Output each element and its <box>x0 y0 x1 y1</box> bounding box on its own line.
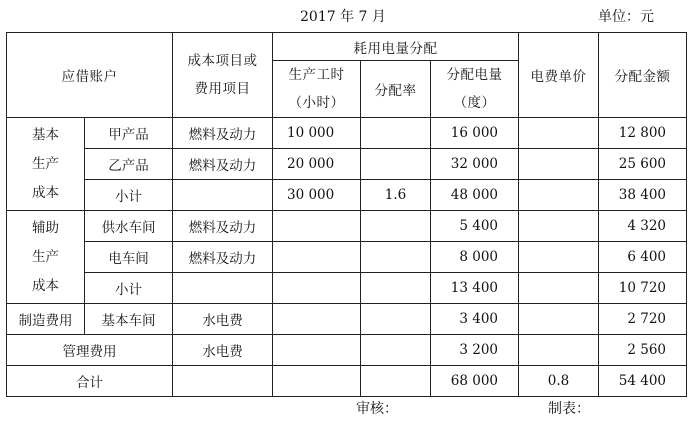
total-label: 合计 <box>7 366 173 397</box>
table-row <box>7 304 687 335</box>
unit-price <box>519 211 599 242</box>
table-row <box>7 335 687 366</box>
labor-hours <box>273 304 361 335</box>
table-row <box>7 118 687 149</box>
group-auxiliary-production: 辅助 生产 成本 <box>7 211 85 304</box>
table-row <box>7 273 687 304</box>
cost-item: 水电费 <box>173 335 273 366</box>
table-row <box>7 211 687 242</box>
sub-account: 基本车间 <box>85 304 173 335</box>
labor-hours: 10 000 <box>273 118 361 149</box>
col-kwh-line1: 分配电量 <box>446 67 503 83</box>
unit-price <box>519 242 599 273</box>
sub-account: 小计 <box>85 180 173 211</box>
electricity-allocation-table <box>6 32 687 397</box>
sub-account: 小计 <box>85 273 173 304</box>
kwh: 68 000 <box>431 366 519 397</box>
unit-price <box>519 149 599 180</box>
unit-price <box>519 273 599 304</box>
cost-item: 燃料及动力 <box>173 118 273 149</box>
cost-item <box>173 273 273 304</box>
unit-price <box>519 335 599 366</box>
amount: 38 400 <box>599 180 687 211</box>
kwh: 3 200 <box>431 335 519 366</box>
unit-price <box>519 304 599 335</box>
table-row <box>7 242 687 273</box>
col-labor-hours <box>273 61 361 118</box>
kwh: 3 400 <box>431 304 519 335</box>
sub-account: 供水车间 <box>85 211 173 242</box>
cost-item <box>173 180 273 211</box>
group-basic-production: 基本 生产 成本 <box>7 118 85 211</box>
amount: 6 400 <box>599 242 687 273</box>
sub-account: 乙产品 <box>85 149 173 180</box>
kwh: 13 400 <box>431 273 519 304</box>
amount: 2 560 <box>599 335 687 366</box>
table-row <box>7 149 687 180</box>
cost-item: 燃料及动力 <box>173 149 273 180</box>
rate <box>361 242 431 273</box>
amount: 54 400 <box>599 366 687 397</box>
rate <box>361 304 431 335</box>
labor-hours <box>273 211 361 242</box>
col-cost-item-line1: 成本项目或 <box>187 53 258 69</box>
unit-price: 0.8 <box>519 366 599 397</box>
kwh: 48 000 <box>431 180 519 211</box>
cost-item <box>173 366 273 397</box>
labor-hours <box>273 273 361 304</box>
col-labor-hours-line2: （小时） <box>288 95 345 111</box>
table-row <box>7 180 687 211</box>
audit-label: 审核： <box>356 401 398 417</box>
maker-label: 制表： <box>548 401 590 417</box>
rate <box>361 366 431 397</box>
col-amount: 分配金额 <box>599 33 687 118</box>
labor-hours: 20 000 <box>273 149 361 180</box>
sub-account: 甲产品 <box>85 118 173 149</box>
kwh: 32 000 <box>431 149 519 180</box>
labor-hours <box>273 366 361 397</box>
col-allocation-group: 耗用电量分配 <box>273 33 519 61</box>
rate <box>361 211 431 242</box>
amount: 4 320 <box>599 211 687 242</box>
col-cost-item <box>173 33 273 118</box>
rate <box>361 149 431 180</box>
unit-price <box>519 180 599 211</box>
labor-hours: 30 000 <box>273 180 361 211</box>
col-rate: 分配率 <box>361 61 431 118</box>
col-account: 应借账户 <box>7 33 173 118</box>
col-kwh <box>431 61 519 118</box>
labor-hours <box>273 242 361 273</box>
rate <box>361 118 431 149</box>
col-kwh-line2: （度） <box>453 95 496 111</box>
amount: 2 720 <box>599 304 687 335</box>
col-unit-price: 电费单价 <box>519 33 599 118</box>
report-date: 2017 年 7 月 <box>300 9 386 25</box>
kwh: 5 400 <box>431 211 519 242</box>
unit-price <box>519 118 599 149</box>
amount: 12 800 <box>599 118 687 149</box>
account-admin-expenses: 管理费用 <box>7 335 173 366</box>
cost-item: 燃料及动力 <box>173 242 273 273</box>
group-manufacturing-overhead: 制造费用 <box>7 304 85 335</box>
currency-unit: 单位：元 <box>598 9 654 25</box>
rate <box>361 273 431 304</box>
col-cost-item-line2: 费用项目 <box>194 81 251 97</box>
col-labor-hours-line1: 生产工时 <box>288 67 345 83</box>
sub-account: 电车间 <box>85 242 173 273</box>
rate <box>361 335 431 366</box>
kwh: 8 000 <box>431 242 519 273</box>
amount: 10 720 <box>599 273 687 304</box>
cost-item: 燃料及动力 <box>173 211 273 242</box>
kwh: 16 000 <box>431 118 519 149</box>
amount: 25 600 <box>599 149 687 180</box>
table-row-total <box>7 366 687 397</box>
header-row-1 <box>7 33 687 61</box>
cost-item: 水电费 <box>173 304 273 335</box>
rate: 1.6 <box>361 180 431 211</box>
labor-hours <box>273 335 361 366</box>
